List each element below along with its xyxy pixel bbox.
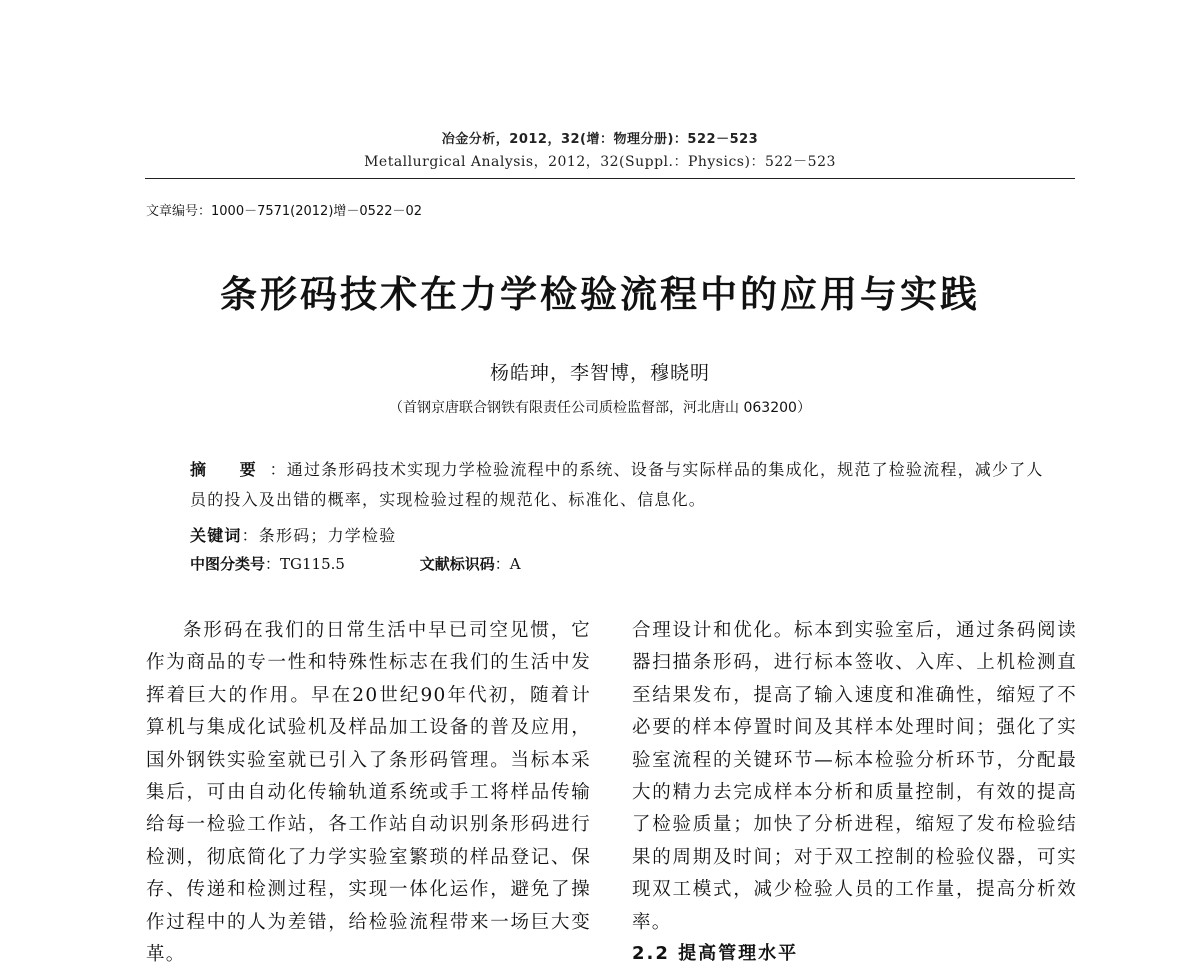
journal-citation-en: Metallurgical Analysis，2012，32(Suppl.：Physics)：522－523: [364, 154, 836, 170]
keywords-label: 关键词: [190, 526, 242, 545]
header-divider: [145, 178, 1075, 179]
author-affiliation: （首钢京唐联合钢铁有限责任公司质检监督部，河北唐山 063200）: [389, 400, 811, 416]
paper-title: 条形码技术在力学检验流程中的应用与实践: [220, 273, 980, 316]
keywords: [190, 521, 1050, 551]
classification-line: [190, 553, 521, 574]
abstract: [190, 455, 1050, 515]
abstract-text: ：通过条形码技术实现力学检验流程中的系统、设备与实际样品的集成化，规范了检验流程，减少了人员的投入及出错的概率，实现检验过程的规范化、标准化、信息化。: [190, 460, 1044, 509]
doc-code-value: ：A: [494, 555, 521, 573]
paragraph: 条形码在我们的日常生活中早已司空见惯，它作为商品的专一性和特殊性标志在我们的生活中发挥着巨大的作用。早在20世纪90年代初，随着计算机与集成化试验机及样品加工设备的普及应用，国外钢铁实验室就已引入了条形码管理。当标本采集后，可由自动化传输轨道系统或手工将样品传输给每一检验工作站，各工作站自动识别条形码进行检测，彻底简化了力学实验室繁琐的样品登记、保存、传递和检测过程，实现一体化运作，避免了操作过程中的人为差错，给检验流程带来一场巨大变革。: [146, 620, 591, 966]
clc-label: 中图分类号: [190, 555, 266, 573]
article-number: 文章编号：1000－7571(2012)增－0522－02: [146, 204, 423, 219]
author-list: 杨皓珅，李智博，穆晓明: [489, 362, 710, 384]
body-column-left: [146, 615, 591, 971]
doc-code-label: 文献标识码: [419, 555, 495, 573]
keywords-text: ：条形码；力学检验: [241, 526, 397, 545]
journal-citation-cn: 冶金分析，2012，32(增：物理分册)：522－523: [441, 132, 759, 147]
paragraph: 合理设计和优化。标本到实验室后，通过条码阅读器扫描条形码，进行标本签收、入库、上机检测直至结果发布，提高了输入速度和准确性，缩短了不必要的样本停置时间及其样本处理时间；强化了实验室流程的关键环节—标本检验分析环节，分配最大的精力去完成样本分析和质量控制，有效的提高了检验质量；加快了分析进程，缩短了发布检验结果的周期及时间；对于双工控制的检验仪器，可实现双工模式，减少检验人员的工作量，提高分析效率。: [632, 620, 1077, 933]
section-heading: 2.2 提高管理水平: [632, 943, 799, 964]
abstract-label: 摘 要: [190, 460, 270, 479]
clc-value: ：TG115.5: [265, 555, 345, 573]
body-column-right: [632, 615, 1077, 939]
